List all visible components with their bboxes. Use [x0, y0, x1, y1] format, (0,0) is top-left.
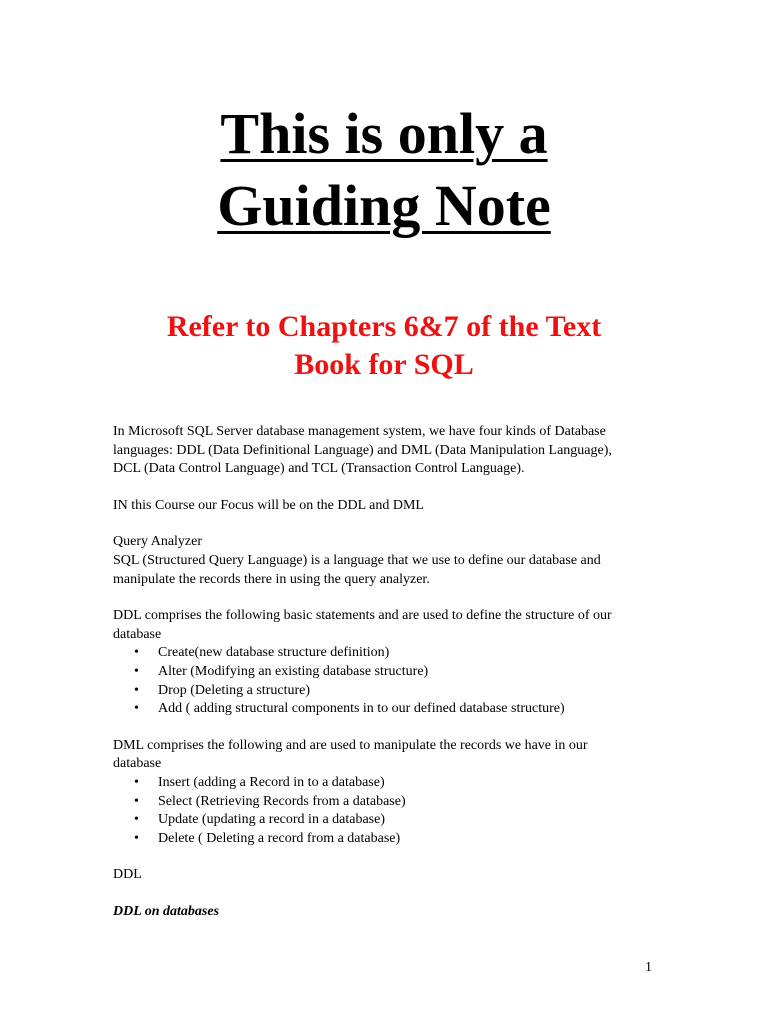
title-line-2: Guiding Note: [217, 173, 551, 238]
sql-line: SQL (Structured Query Language) is a language that we use to define our database and: [113, 552, 601, 568]
dml-statement-list: [113, 774, 663, 848]
list-item: • Delete ( Deleting a record from a database): [113, 830, 663, 849]
page-title: [0, 98, 768, 242]
document-body: [113, 423, 663, 921]
intro-line: languages: DDL (Data Definitional Language) and DML (Data Manipulation Language),: [113, 442, 612, 458]
query-analyzer-label: Query Analyzer: [113, 534, 203, 550]
ddl-intro-line: DDL comprises the following basic statements and are used to define the structure of our: [113, 608, 612, 624]
ddl-intro-paragraph: [113, 607, 663, 644]
title-line-1: This is only a: [220, 101, 548, 166]
list-item: • Create(new database structure definition): [113, 644, 663, 663]
subtitle-line-1: Refer to Chapters 6&7 of the Text: [166, 310, 602, 343]
list-item: • Alter (Modifying an existing database structure): [113, 663, 663, 682]
list-item: • Update (updating a record in a database): [113, 811, 663, 830]
page-number: 1: [645, 960, 652, 975]
list-item: • Add ( adding structural components in to our defined database structure): [113, 700, 663, 719]
list-item: • Insert (adding a Record in to a database): [113, 774, 663, 793]
subtitle-line-2: Book for SQL: [294, 348, 474, 381]
ddl-intro-line: database: [113, 626, 162, 642]
intro-paragraph: [113, 423, 663, 479]
intro-line: DCL (Data Control Language) and TCL (Transaction Control Language).: [113, 461, 525, 477]
ddl-label: DDL: [113, 867, 142, 883]
ddl-statement-list: [113, 644, 663, 718]
page-subtitle: [0, 308, 768, 384]
dml-intro-line: database: [113, 756, 162, 772]
ddl-on-databases-heading: DDL on databases: [113, 903, 220, 919]
sql-line: manipulate the records there in using the query analyzer.: [113, 571, 430, 587]
list-item: • Drop (Deleting a structure): [113, 682, 663, 701]
dml-intro-line: DML comprises the following and are used to manipulate the records we have in our: [113, 737, 588, 753]
list-item: • Select (Retrieving Records from a database): [113, 793, 663, 812]
focus-paragraph: IN this Course our Focus will be on the DDL and DML: [113, 497, 424, 513]
sql-paragraph: [113, 552, 663, 589]
intro-line: In Microsoft SQL Server database management system, we have four kinds of Database: [113, 424, 606, 439]
dml-intro-paragraph: [113, 737, 663, 774]
